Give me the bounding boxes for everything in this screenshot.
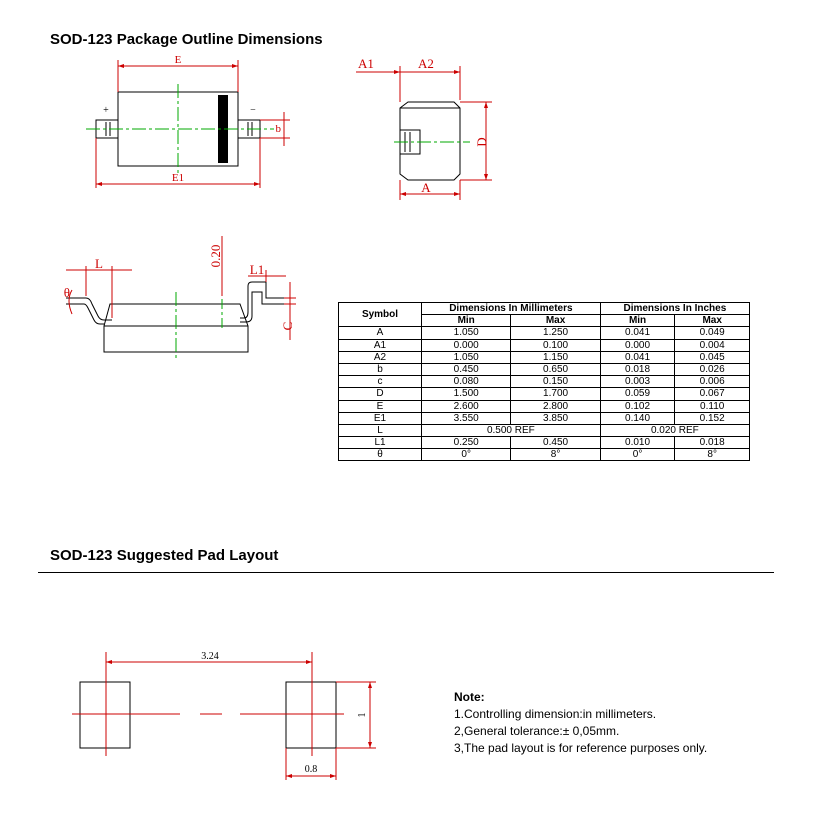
note-line: 1.Controlling dimension:in millimeters. (454, 707, 657, 721)
note-line: 2,General tolerance:± 0,05mm. (454, 724, 620, 738)
table-row: c 0.080 0.150 0.003 0.006 (339, 376, 750, 388)
in-header: Dimensions In Inches (600, 303, 749, 315)
right-pad (286, 682, 336, 748)
label-pad-width: 0.8 (304, 764, 318, 775)
table-row: L 0.500 REF 0.020 REF (339, 424, 750, 436)
outline-heading: SOD-123 Package Outline Dimensions (50, 31, 323, 48)
label-plus: + (103, 105, 109, 116)
in-max-header: Max (675, 315, 750, 327)
note-title: Note: (454, 690, 485, 704)
label-minus: − (250, 105, 256, 116)
top-view (86, 60, 290, 188)
in-min-header: Min (600, 315, 675, 327)
pad-layout (72, 652, 376, 780)
mm-max-header: Max (511, 315, 600, 327)
table-row: L1 0.250 0.450 0.010 0.018 (339, 437, 750, 449)
table-row: A2 1.050 1.150 0.041 0.045 (339, 351, 750, 363)
table-row: D 1.500 1.700 0.059 0.067 (339, 388, 750, 400)
label-C: C (280, 321, 295, 331)
table-row: θ 0° 8° 0° 8° (339, 449, 750, 461)
table-row: b 0.450 0.650 0.018 0.026 (339, 363, 750, 375)
left-pad (80, 682, 130, 748)
mm-header: Dimensions In Millimeters (422, 303, 601, 315)
label-L1: L1 (249, 262, 265, 277)
symbol-header: Symbol (339, 303, 422, 327)
label-gap: 0.20 (208, 244, 223, 268)
label-L: L (95, 256, 103, 271)
table-row: E1 3.550 3.850 0.140 0.152 (339, 412, 750, 424)
end-view (63, 236, 296, 360)
label-b: b (275, 123, 281, 135)
table-row: E 2.600 2.800 0.102 0.110 (339, 400, 750, 412)
table-row: A1 0.000 0.100 0.000 0.004 (339, 339, 750, 351)
label-pad-height: 1 (357, 712, 368, 718)
label-theta: θ (63, 285, 70, 300)
note-line: 3,The pad layout is for reference purposes only. (454, 741, 708, 755)
label-E1: E1 (171, 172, 185, 184)
mm-min-header: Min (422, 315, 511, 327)
label-A1: A1 (358, 56, 374, 71)
note-block (454, 689, 707, 757)
table-row: A 1.050 1.250 0.041 0.049 (339, 327, 750, 339)
label-A2: A2 (418, 56, 434, 71)
label-E: E (174, 54, 182, 66)
label-pad-span: 3.24 (201, 651, 219, 662)
pad-heading: SOD-123 Suggested Pad Layout (50, 547, 279, 564)
dimension-table (338, 302, 750, 461)
label-D: D (474, 137, 489, 147)
label-A: A (421, 180, 431, 195)
